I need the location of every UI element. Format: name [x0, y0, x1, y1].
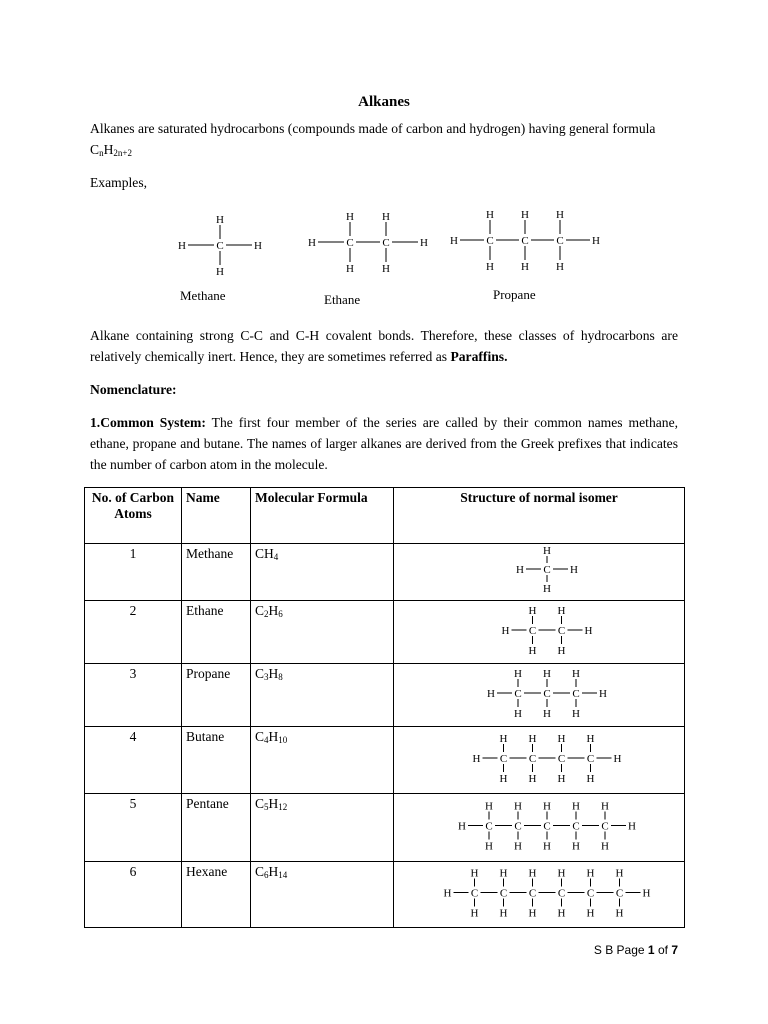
- caption-propane: Propane: [493, 287, 536, 302]
- hydrogen-atom: H: [586, 867, 595, 880]
- common-system-text: The first four member of the series are called by their common names methane, ethane, propane and butane. The names of larger alkanes are derived from the Greek prefixes that indicates the number of carbon atom in the molecule.: [90, 415, 678, 472]
- hydrogen-atom: H: [443, 887, 452, 900]
- hydrogen-atom: H: [499, 867, 508, 880]
- carbon-atom: C: [514, 688, 522, 700]
- carbon-atom: C: [543, 564, 551, 576]
- carbon-count: 3: [85, 664, 182, 727]
- methane-structure-svg: [174, 207, 270, 283]
- hydrogen-atom: H: [458, 820, 466, 833]
- hydrogen-atom: H: [450, 235, 458, 247]
- table-row: [85, 664, 685, 727]
- carbon-atom: C: [499, 887, 508, 900]
- header-molecular-formula: Molecular Formula: [251, 488, 394, 544]
- inert-paragraph: [90, 325, 678, 367]
- carbon-atom: C: [216, 240, 224, 252]
- hydrogen-atom: H: [557, 733, 566, 745]
- nomenclature-heading: Nomenclature:: [90, 382, 177, 397]
- table-row: [85, 794, 685, 862]
- carbon-atom: C: [470, 887, 479, 900]
- intro-text: Alkanes are saturated hydrocarbons (compounds made of carbon and hydrogen) having general formula: [90, 121, 656, 136]
- structure-ethane: [394, 601, 688, 663]
- hydrogen-atom: H: [346, 211, 354, 223]
- page-title: Alkanes: [358, 94, 410, 110]
- structure-cell: [394, 601, 685, 664]
- common-system-paragraph: [90, 412, 678, 475]
- hydrogen-atom: H: [216, 266, 224, 278]
- hydrogen-atom: H: [499, 733, 508, 745]
- hydrogen-atom: H: [486, 209, 494, 221]
- hydrogen-atom: H: [528, 605, 537, 617]
- hydrogen-atom: H: [420, 237, 428, 249]
- carbon-atom: C: [499, 753, 508, 765]
- carbon-atom: C: [601, 820, 609, 833]
- hydrogen-atom: H: [557, 605, 566, 617]
- common-system-label: 1.Common System:: [90, 415, 206, 430]
- carbon-count: 1: [85, 544, 182, 601]
- hydrogen-atom: H: [514, 800, 522, 813]
- structure-butane: [394, 727, 688, 793]
- table-row: [85, 544, 685, 601]
- hydrogen-atom: H: [615, 867, 624, 880]
- hydrogen-atom: H: [572, 800, 580, 813]
- caption-methane: Methane: [180, 288, 226, 303]
- hydrogen-atom: H: [470, 907, 479, 920]
- footer-page-word: Page: [616, 943, 645, 957]
- carbon-atom: C: [557, 887, 566, 900]
- hydrogen-atom: H: [543, 708, 551, 720]
- hydrogen-atom: H: [521, 209, 529, 221]
- hydrogen-atom: H: [586, 733, 595, 745]
- hydrogen-atom: H: [528, 907, 537, 920]
- carbon-atom: C: [586, 753, 595, 765]
- propane-structure: [446, 201, 600, 279]
- molecular-formula: $C_2H_6$: [251, 601, 394, 664]
- molecular-formula: $C_3H_8$: [251, 664, 394, 727]
- hydrogen-atom: H: [628, 820, 636, 833]
- hydrogen-atom: H: [543, 840, 551, 853]
- hydrogen-atom: H: [543, 545, 551, 557]
- hydrogen-atom: H: [308, 237, 316, 249]
- table-row: [85, 862, 685, 928]
- structure-cell: [394, 862, 685, 928]
- carbon-atom: C: [528, 887, 537, 900]
- structure-pentane: [394, 794, 688, 861]
- hydrogen-atom: H: [557, 867, 566, 880]
- hydrogen-atom: H: [556, 261, 564, 273]
- hydrogen-atom: H: [557, 645, 566, 657]
- hydrogen-atom: H: [485, 800, 493, 813]
- header-name: Name: [182, 488, 251, 544]
- hydrogen-atom: H: [514, 840, 522, 853]
- carbon-atom: C: [615, 887, 624, 900]
- hydrogen-atom: H: [501, 625, 510, 637]
- structure-hexane: [394, 862, 688, 927]
- hydrogen-atom: H: [514, 668, 522, 680]
- structure-cell: [394, 727, 685, 794]
- hydrogen-atom: H: [487, 688, 495, 700]
- alkane-name: Butane: [182, 727, 251, 794]
- hydrogen-atom: H: [216, 214, 224, 226]
- table-header-row: [85, 488, 685, 544]
- hydrogen-atom: H: [528, 645, 537, 657]
- methane-structure: [174, 207, 270, 283]
- header-carbon-atoms: No. of Carbon Atoms: [85, 488, 182, 544]
- hydrogen-atom: H: [557, 907, 566, 920]
- header-structure: Structure of normal isomer: [394, 488, 685, 544]
- general-formula: $C_nH_{2n+2}$: [90, 142, 132, 158]
- footer-of-word: of: [657, 943, 668, 957]
- molecular-formula: $C_6H_{14}$: [251, 862, 394, 928]
- hydrogen-atom: H: [472, 753, 481, 765]
- footer-page-total: 7: [671, 943, 678, 957]
- hydrogen-atom: H: [514, 708, 522, 720]
- hydrogen-atom: H: [486, 261, 494, 273]
- carbon-atom: C: [543, 688, 551, 700]
- inert-text: Alkane containing strong C-C and C-H covalent bonds. Therefore, these classes of hydrocarbons are relatively chemically inert. Hence, they are sometimes referred as: [90, 328, 678, 364]
- hydrogen-atom: H: [592, 235, 600, 247]
- hydrogen-atom: H: [570, 564, 578, 576]
- hydrogen-atom: H: [615, 907, 624, 920]
- carbon-atom: C: [382, 237, 390, 249]
- structure-cell: [394, 794, 685, 862]
- hydrogen-atom: H: [528, 733, 537, 745]
- carbon-atom: C: [557, 625, 566, 637]
- carbon-atom: C: [586, 887, 595, 900]
- carbon-atom: C: [528, 625, 537, 637]
- structure-propane: [394, 664, 688, 726]
- hydrogen-atom: H: [470, 867, 479, 880]
- hydrogen-atom: H: [613, 753, 622, 765]
- hydrogen-atom: H: [601, 840, 609, 853]
- footer-author: S B: [593, 943, 614, 957]
- carbon-count: 5: [85, 794, 182, 862]
- hydrogen-atom: H: [528, 867, 537, 880]
- molecular-formula: $C_5H_{12}$: [251, 794, 394, 862]
- carbon-atom: C: [572, 820, 580, 833]
- hydrogen-atom: H: [556, 209, 564, 221]
- paraffins-term: Paraffins.: [450, 349, 508, 364]
- alkane-name: Propane: [182, 664, 251, 727]
- hydrogen-atom: H: [557, 773, 566, 785]
- hydrogen-atom: H: [543, 668, 551, 680]
- hydrogen-atom: H: [572, 668, 580, 680]
- hydrogen-atom: H: [178, 240, 186, 252]
- carbon-atom: C: [486, 235, 494, 247]
- alkane-name: Hexane: [182, 862, 251, 928]
- hydrogen-atom: H: [543, 800, 551, 813]
- propane-structure-svg: [446, 201, 600, 279]
- molecular-formula: $C_4H_{10}$: [251, 727, 394, 794]
- hydrogen-atom: H: [382, 211, 390, 223]
- alkanes-table: [84, 487, 685, 928]
- hydrogen-atom: H: [543, 583, 551, 595]
- hydrogen-atom: H: [528, 773, 537, 785]
- table-row: [85, 601, 685, 664]
- molecular-formula: $CH_4$: [251, 544, 394, 601]
- structure-cell: [394, 544, 685, 601]
- alkane-name: Pentane: [182, 794, 251, 862]
- carbon-atom: C: [572, 688, 580, 700]
- hydrogen-atom: H: [642, 887, 651, 900]
- examples-label: Examples,: [90, 175, 148, 190]
- hydrogen-atom: H: [586, 907, 595, 920]
- ethane-structure: [304, 203, 432, 281]
- carbon-atom: C: [528, 753, 537, 765]
- carbon-count: 4: [85, 727, 182, 794]
- hydrogen-atom: H: [572, 708, 580, 720]
- carbon-atom: C: [557, 753, 566, 765]
- carbon-count: 6: [85, 862, 182, 928]
- hydrogen-atom: H: [584, 625, 593, 637]
- carbon-atom: C: [346, 237, 354, 249]
- hydrogen-atom: H: [516, 564, 524, 576]
- alkane-name: Ethane: [182, 601, 251, 664]
- intro-paragraph: [90, 118, 678, 160]
- alkane-name: Methane: [182, 544, 251, 601]
- carbon-atom: C: [521, 235, 529, 247]
- carbon-count: 2: [85, 601, 182, 664]
- carbon-atom: C: [556, 235, 564, 247]
- footer-page-number: 1: [647, 943, 655, 957]
- hydrogen-atom: H: [346, 263, 354, 275]
- carbon-atom: C: [514, 820, 522, 833]
- hydrogen-atom: H: [499, 907, 508, 920]
- table-row: [85, 727, 685, 794]
- hydrogen-atom: H: [499, 773, 508, 785]
- ethane-structure-svg: [304, 203, 432, 281]
- carbon-atom: C: [543, 820, 551, 833]
- structure-methane: [394, 544, 688, 598]
- hydrogen-atom: H: [601, 800, 609, 813]
- hydrogen-atom: H: [382, 263, 390, 275]
- caption-ethane: Ethane: [324, 292, 361, 307]
- hydrogen-atom: H: [254, 240, 262, 252]
- structure-cell: [394, 664, 685, 727]
- hydrogen-atom: H: [485, 840, 493, 853]
- hydrogen-atom: H: [521, 261, 529, 273]
- carbon-atom: C: [485, 820, 493, 833]
- hydrogen-atom: H: [586, 773, 595, 785]
- page-footer: [594, 943, 678, 957]
- hydrogen-atom: H: [599, 688, 607, 700]
- hydrogen-atom: H: [572, 840, 580, 853]
